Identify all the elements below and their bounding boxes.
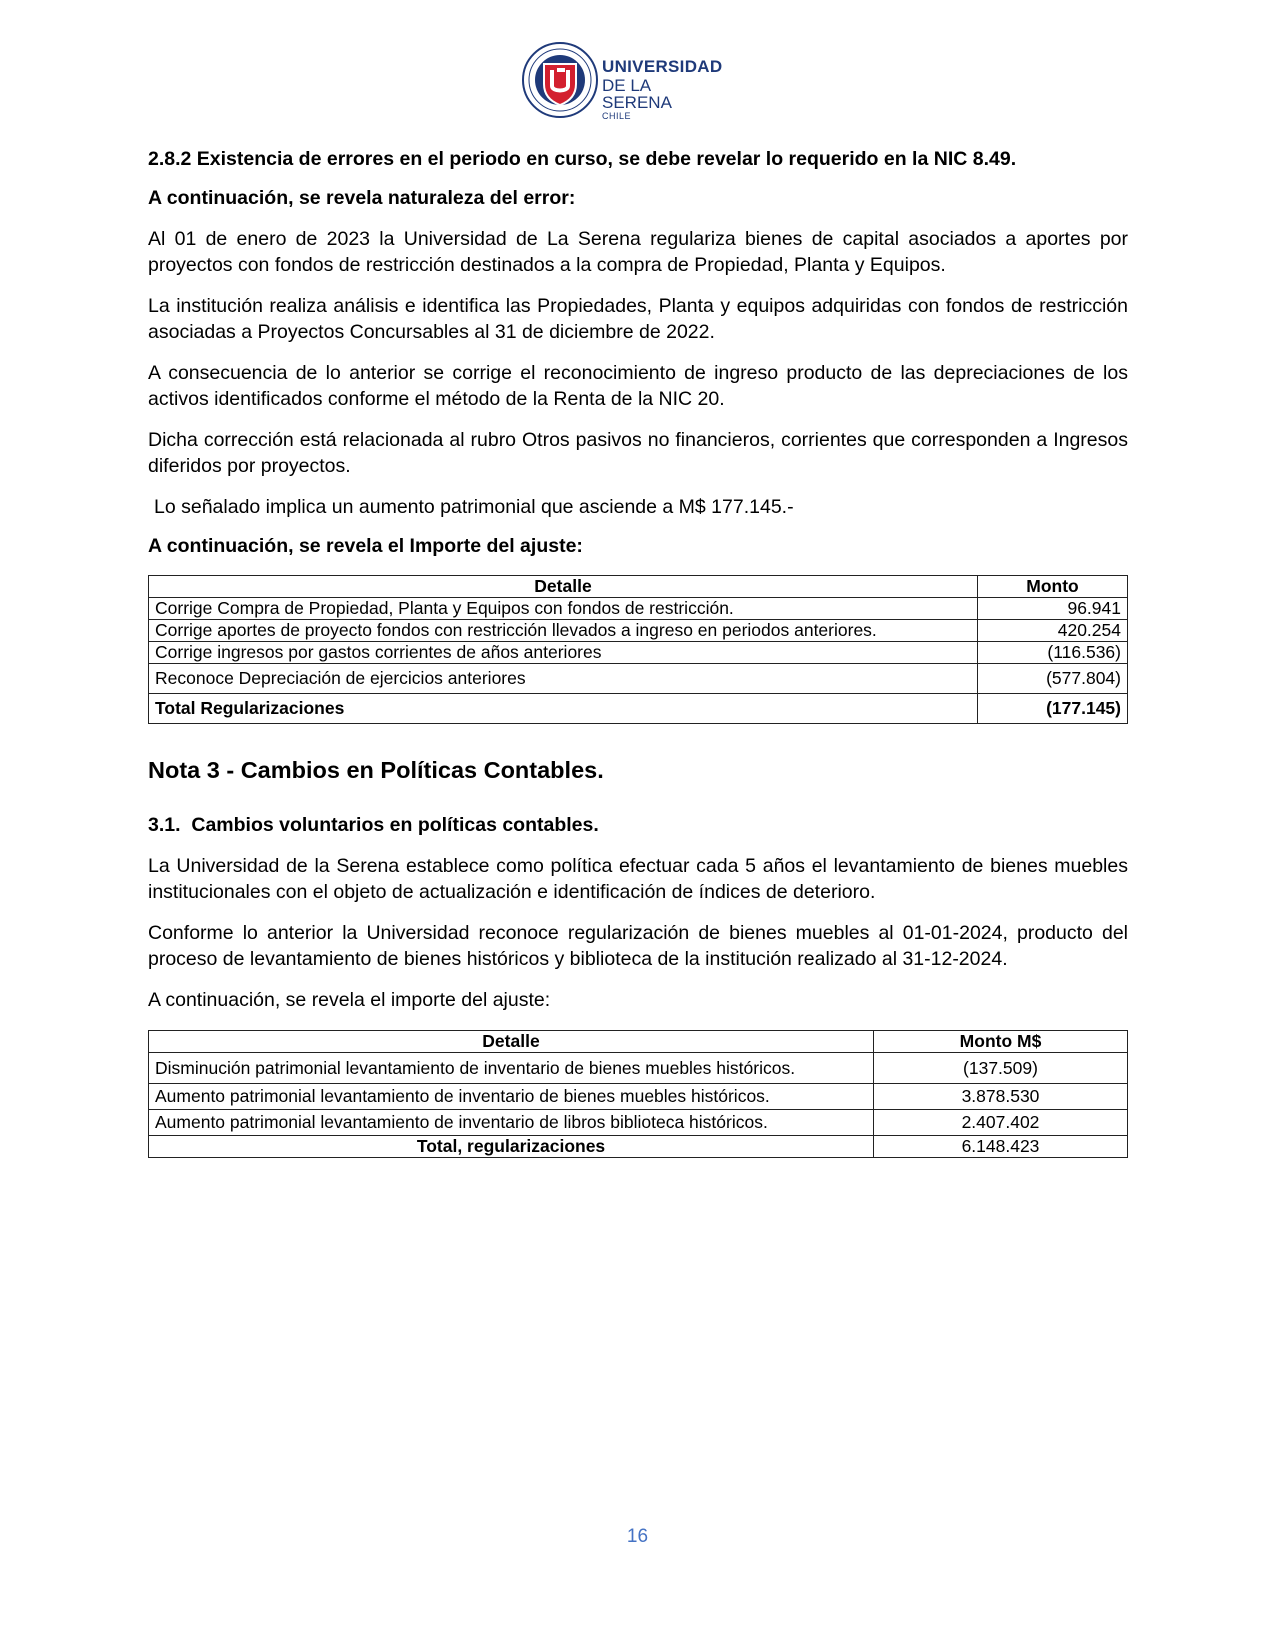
- table-cell: Aumento patrimonial levantamiento de inventario de libros biblioteca históricos.: [149, 1110, 874, 1136]
- note-3-1-subtitle: 3.1. Cambios voluntarios en políticas contables.: [148, 814, 599, 836]
- paragraph: Conforme lo anterior la Universidad reconoce regularización de bienes muebles al 01-01-2024, producto del proceso de levantamiento de bienes históricos y biblioteca de la institución realizado al 31-12-2024.: [148, 922, 1128, 970]
- table-total-row: [149, 694, 1128, 724]
- table-cell-amount: (577.804): [978, 664, 1128, 694]
- table-cell-amount: 3.878.530: [874, 1084, 1128, 1110]
- table-row: [149, 1110, 1128, 1136]
- table-cell-amount: 96.941: [978, 598, 1128, 620]
- paragraph: Lo señalado implica un aumento patrimonial que asciende a M$ 177.145.-: [154, 496, 794, 518]
- paragraph: Dicha corrección está relacionada al rubro Otros pasivos no financieros, corrientes que corresponden a Ingresos diferidos por proyectos.: [148, 429, 1128, 477]
- university-logo: [520, 40, 723, 121]
- column-header-monto: Monto M$: [874, 1031, 1128, 1053]
- table-total-amount: (177.145): [978, 694, 1128, 724]
- table-total-label: Total, regularizaciones: [149, 1136, 874, 1158]
- table-row: [149, 1053, 1128, 1084]
- table-total-label: Total Regularizaciones: [149, 694, 978, 724]
- inventory-adjustment-table: [148, 1030, 1128, 1158]
- logo-line-2: DE LA SERENA: [602, 76, 672, 112]
- table-cell: Corrige aportes de proyecto fondos con restricción llevados a ingreso en periodos anteriores.: [149, 620, 978, 642]
- adjustment-table: [148, 575, 1128, 724]
- error-nature-heading: A continuación, se revela naturaleza del error:: [148, 187, 576, 209]
- page-number: 16: [626, 1526, 649, 1547]
- logo-line-1: UNIVERSIDAD: [602, 57, 723, 76]
- paragraph: La Universidad de la Serena establece como política efectuar cada 5 años el levantamiento de bienes muebles institucionales con el objeto de actualización e identificación de índices de deterioro.: [148, 855, 1128, 903]
- table-cell: Disminución patrimonial levantamiento de inventario de bienes muebles históricos.: [149, 1053, 874, 1084]
- table-row: [149, 1084, 1128, 1110]
- table-cell-amount: 2.407.402: [874, 1110, 1128, 1136]
- table-row: [149, 598, 1128, 620]
- table-row: [149, 620, 1128, 642]
- table-cell-amount: (137.509): [874, 1053, 1128, 1084]
- table-row: [149, 642, 1128, 664]
- paragraph: A consecuencia de lo anterior se corrige el reconocimiento de ingreso producto de las depreciaciones de los activos identificados conforme el método de la Renta de la NIC 20.: [148, 362, 1128, 410]
- table-cell: Aumento patrimonial levantamiento de inventario de bienes muebles históricos.: [149, 1084, 874, 1110]
- page-content: [148, 148, 1128, 1158]
- table-row: [149, 664, 1128, 694]
- column-header-detalle: Detalle: [149, 576, 978, 598]
- section-heading: 2.8.2 Existencia de errores en el periodo en curso, se debe revelar lo requerido en la NIC 8.49.: [148, 148, 1017, 170]
- university-seal-icon: [520, 40, 600, 120]
- table-cell: Reconoce Depreciación de ejercicios anteriores: [149, 664, 978, 694]
- paragraph: A continuación, se revela el importe del ajuste:: [148, 989, 551, 1011]
- table-header-row: [149, 1031, 1128, 1053]
- table-cell: Corrige Compra de Propiedad, Planta y Equipos con fondos de restricción.: [149, 598, 978, 620]
- table-cell-amount: (116.536): [978, 642, 1128, 664]
- table-total-amount: 6.148.423: [874, 1136, 1128, 1158]
- table-cell-amount: 420.254: [978, 620, 1128, 642]
- table-header-row: [149, 576, 1128, 598]
- column-header-detalle: Detalle: [149, 1031, 874, 1053]
- adjustment-heading: A continuación, se revela el Importe del ajuste:: [148, 535, 583, 557]
- paragraph: Al 01 de enero de 2023 la Universidad de La Serena regulariza bienes de capital asociados a aportes por proyectos con fondos de restricción destinados a la compra de Propiedad, Planta y Equipos.: [148, 228, 1128, 276]
- logo-line-3: CHILE: [602, 111, 632, 121]
- table-total-row: [149, 1136, 1128, 1158]
- paragraph: La institución realiza análisis e identifica las Propiedades, Planta y equipos adquiridas con fondos de restricción asociadas a Proyectos Concursables al 31 de diciembre de 2022.: [148, 295, 1128, 343]
- table-cell: Corrige ingresos por gastos corrientes de años anteriores: [149, 642, 978, 664]
- note-3-title: Nota 3 - Cambios en Políticas Contables.: [148, 757, 604, 783]
- column-header-monto: Monto: [978, 576, 1128, 598]
